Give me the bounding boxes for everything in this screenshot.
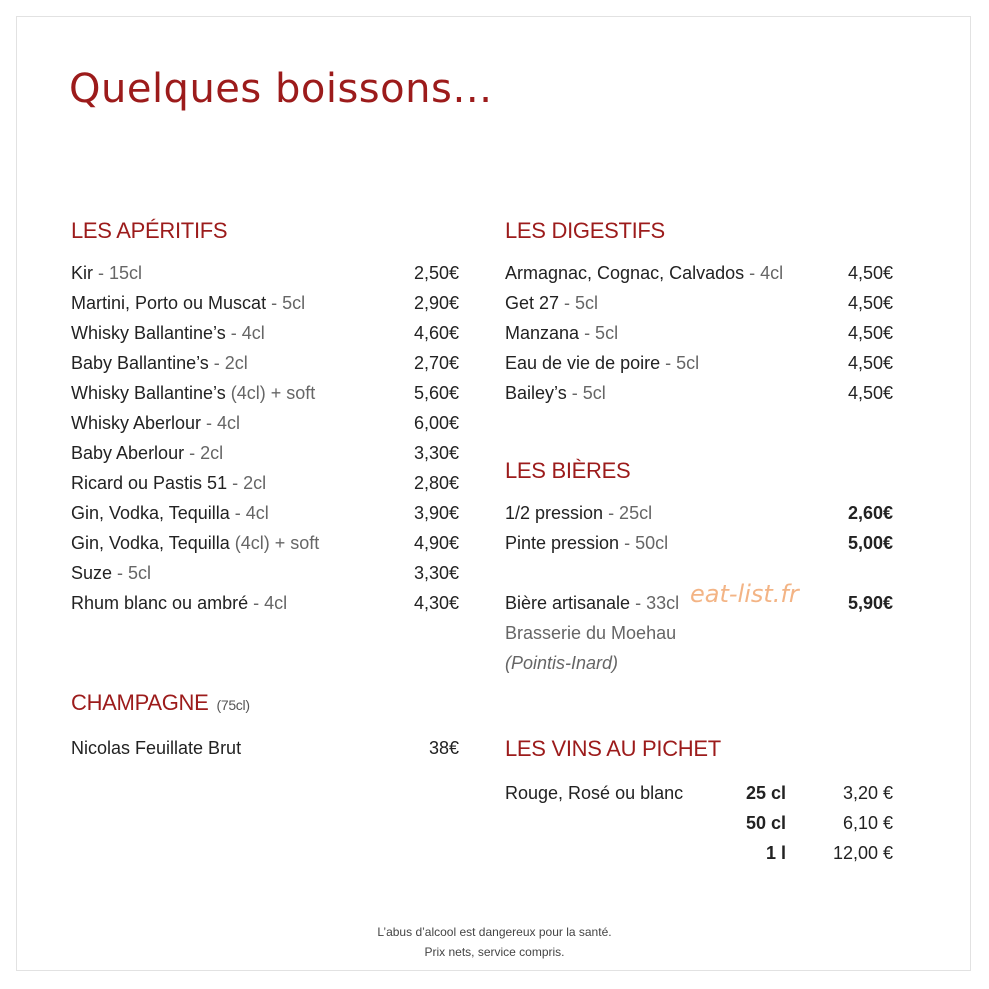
item-detail: - 5cl [579, 323, 619, 343]
item-name: Armagnac, Cognac, Calvados [505, 263, 745, 283]
item-detail: - 5cl [112, 563, 152, 583]
item-name: Whisky Ballantine’s [71, 383, 226, 403]
aperitif-item [71, 263, 459, 287]
item-detail: (4cl) + soft [225, 383, 316, 403]
aperitif-item [71, 443, 459, 467]
item-detail: (4cl) + soft [229, 533, 320, 553]
item-detail: - 2cl [227, 473, 267, 493]
vins-heading: LES VINS AU PICHET [505, 736, 721, 761]
vin-item [505, 783, 893, 807]
item-detail: - 2cl [184, 443, 224, 463]
item-price: 38€ [428, 738, 459, 758]
item-detail: - 5cl [266, 293, 306, 313]
biere-item [505, 533, 893, 557]
item-detail: - 25cl [603, 503, 653, 523]
item-name: Gin, Vodka, Tequilla [71, 533, 230, 553]
item-volume: 1 l [765, 843, 786, 863]
item-detail: - 5cl [559, 293, 599, 313]
item-detail: - 50cl [619, 533, 669, 553]
item-detail: - 4cl [744, 263, 784, 283]
aperitif-item [71, 383, 459, 407]
vin-size-row [505, 813, 893, 837]
right-column [505, 0, 893, 989]
item-name: Gin, Vodka, Tequilla [71, 503, 230, 523]
item-name: Nicolas Feuillate Brut [71, 738, 242, 758]
aperitif-item [71, 533, 459, 557]
item-name: Manzana [505, 323, 580, 343]
item-price: 4,60€ [413, 323, 459, 343]
item-detail: - 4cl [248, 593, 288, 613]
item-name: Rouge, Rosé ou blanc [505, 783, 684, 803]
item-name: Kir [71, 263, 93, 283]
item-price: 5,60€ [413, 383, 459, 403]
item-name: Baby Aberlour [71, 443, 185, 463]
aperitif-item [71, 473, 459, 497]
item-name: Bière artisanale [505, 593, 631, 613]
item-detail: - 5cl [660, 353, 700, 373]
item-price: 4,50€ [847, 323, 893, 343]
digestif-item [505, 323, 893, 347]
item-detail: - 33cl [630, 593, 680, 613]
aperitif-item [71, 593, 459, 617]
watermark: eat-list.fr [690, 580, 799, 608]
aperitif-item [71, 413, 459, 437]
brewery-location: (Pointis-Inard) [505, 653, 619, 673]
item-detail: - 4cl [225, 323, 265, 343]
item-price: 4,50€ [847, 353, 893, 373]
champagne-volume: (75cl) [216, 697, 250, 713]
item-name: Whisky Ballantine’s [71, 323, 226, 343]
item-price: 4,50€ [847, 263, 893, 283]
champagne-item [71, 738, 459, 762]
item-price: 4,90€ [413, 533, 459, 553]
aperitif-item [71, 563, 459, 587]
aperitif-item [71, 323, 459, 347]
page-title: Quelques boissons… [69, 66, 493, 112]
item-name: Eau de vie de poire [505, 353, 661, 373]
item-name: Bailey’s [505, 383, 567, 403]
digestif-item [505, 353, 893, 377]
item-price: 4,50€ [847, 383, 893, 403]
left-column [71, 0, 459, 989]
brewery-name: Brasserie du Moehau [505, 623, 677, 643]
digestif-item [505, 263, 893, 287]
item-price: 5,00€ [847, 533, 893, 553]
item-price: 4,50€ [847, 293, 893, 313]
item-price: 3,90€ [413, 503, 459, 523]
item-name: 1/2 pression [505, 503, 604, 523]
item-price: 12,00 € [832, 843, 893, 863]
item-name: Whisky Aberlour [71, 413, 202, 433]
vin-size-row [505, 843, 893, 867]
item-detail: - 15cl [93, 263, 143, 283]
item-detail: - 5cl [566, 383, 606, 403]
champagne-heading [71, 690, 250, 716]
item-price: 2,80€ [413, 473, 459, 493]
item-volume: 50 cl [745, 813, 786, 833]
item-price: 2,60€ [847, 503, 893, 523]
item-price: 2,90€ [413, 293, 459, 313]
bieres-heading: LES BIÈRES [505, 458, 631, 483]
item-detail: - 4cl [201, 413, 241, 433]
item-price: 3,30€ [413, 563, 459, 583]
item-name: Martini, Porto ou Muscat [71, 293, 267, 313]
item-name: Get 27 [505, 293, 560, 313]
aperitif-item [71, 353, 459, 377]
aperitif-item [71, 503, 459, 527]
item-price: 2,70€ [413, 353, 459, 373]
aperitif-item [71, 293, 459, 317]
item-price: 3,20 € [842, 783, 893, 803]
item-price: 5,90€ [847, 593, 893, 613]
item-price: 6,10 € [842, 813, 893, 833]
item-price: 6,00€ [413, 413, 459, 433]
footer-note: Prix nets, service compris. [424, 945, 565, 959]
digestif-item [505, 293, 893, 317]
item-price: 4,30€ [413, 593, 459, 613]
aperitifs-heading: LES APÉRITIFS [71, 218, 228, 243]
digestifs-heading: LES DIGESTIFS [505, 218, 665, 243]
item-detail: - 2cl [208, 353, 248, 373]
biere-item [505, 503, 893, 527]
item-name: Rhum blanc ou ambré [71, 593, 249, 613]
champagne-heading-text: CHAMPAGNE [71, 690, 209, 715]
item-name: Suze [71, 563, 113, 583]
item-name: Pinte pression [505, 533, 620, 553]
item-price: 3,30€ [413, 443, 459, 463]
item-detail: - 4cl [229, 503, 269, 523]
item-name: Ricard ou Pastis 51 [71, 473, 228, 493]
digestif-item [505, 383, 893, 407]
item-price: 2,50€ [413, 263, 459, 283]
item-volume: 25 cl [745, 783, 786, 803]
item-name: Baby Ballantine’s [71, 353, 209, 373]
footer-warning: L’abus d’alcool est dangereux pour la santé. [377, 925, 612, 939]
